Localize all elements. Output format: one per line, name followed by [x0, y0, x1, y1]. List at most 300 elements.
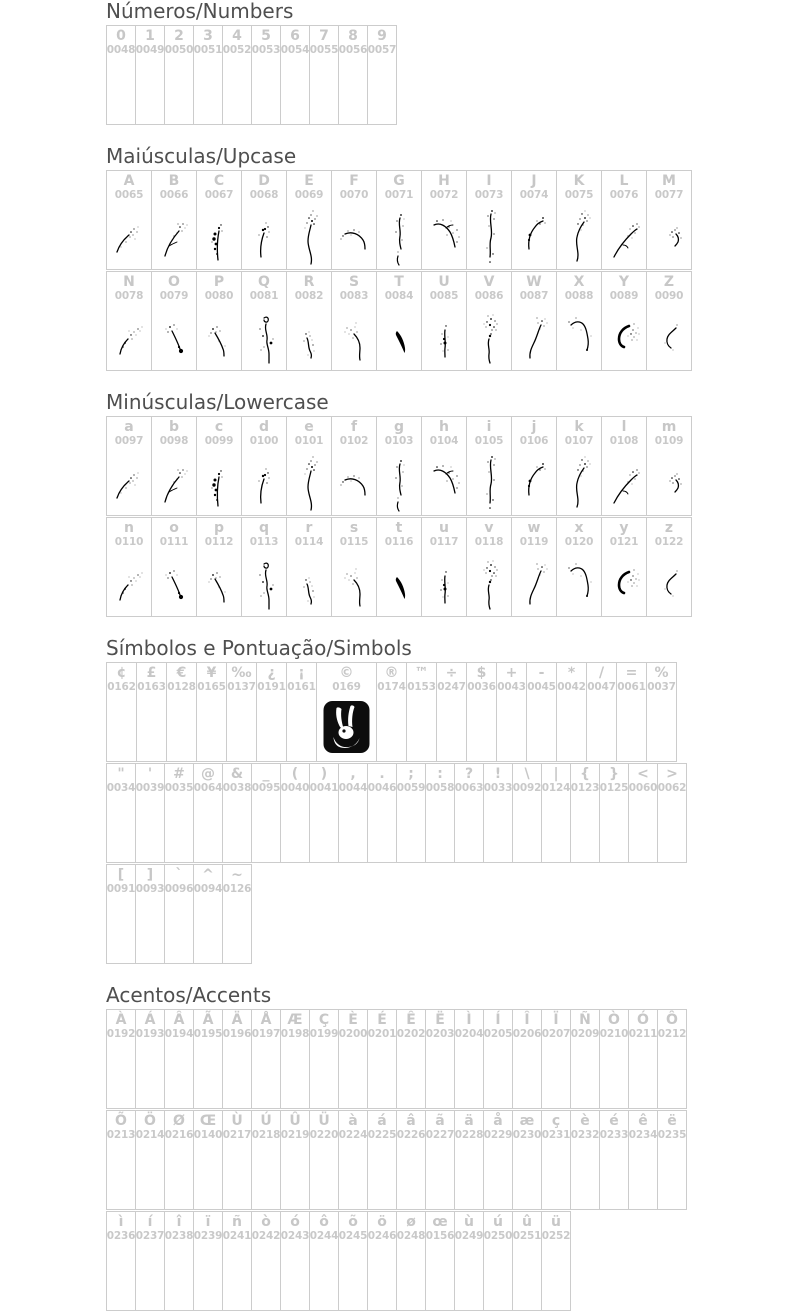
glyph-code-label: 0241: [222, 1230, 252, 1242]
glyph-code-label: 0217: [222, 1129, 252, 1141]
glyph-cell-0075: [556, 170, 602, 270]
glyph-cell-0126: [222, 864, 252, 964]
glyph-char-label: ì: [118, 1214, 124, 1230]
glyph-art: [194, 56, 222, 124]
glyph-art: [513, 1040, 541, 1108]
glyph-art: [629, 794, 657, 862]
glyph-art: [136, 1141, 164, 1209]
glyph-char-label: Â: [173, 1012, 185, 1028]
glyph-code-label: 0218: [251, 1129, 281, 1141]
sprig-glyph-icon: [647, 204, 691, 266]
glyph-char-label: 2: [174, 28, 184, 44]
glyph-code-label: 0244: [309, 1230, 339, 1242]
glyph-code-label: 0237: [135, 1230, 165, 1242]
glyph-code-label: 0205: [483, 1028, 513, 1040]
glyph-code-label: 0193: [135, 1028, 165, 1040]
glyph-code-label: 0204: [454, 1028, 484, 1040]
glyph-char-label: ": [117, 766, 125, 782]
glyph-code-label: 0109: [654, 435, 684, 447]
glyph-art: [339, 56, 367, 124]
glyph-char-label: z: [664, 520, 674, 536]
glyph-char-label: #: [173, 766, 185, 782]
sprig-glyph-icon: [467, 450, 511, 512]
glyph-art: [252, 1040, 280, 1108]
glyph-char-label: Ø: [173, 1113, 185, 1129]
glyph-char-label: í: [147, 1214, 153, 1230]
glyph-art: [527, 693, 556, 761]
glyph-cell-0089: [601, 271, 647, 371]
glyph-code-label: 0111: [159, 536, 189, 548]
glyph-code-label: 0093: [135, 883, 165, 895]
glyph-char-label: `: [175, 867, 183, 883]
glyph-art: [542, 794, 570, 862]
sprig-glyph-icon: [152, 305, 196, 367]
glyph-code-label: 0174: [377, 681, 406, 693]
glyph-char-label: h: [439, 419, 449, 435]
glyph-char-label: (: [291, 766, 299, 782]
glyph-code-label: 0067: [204, 189, 234, 201]
glyph-art: [281, 794, 309, 862]
glyph-cell-0048: [106, 25, 136, 125]
glyph-code-label: 0162: [107, 681, 136, 693]
glyph-code-label: 0128: [167, 681, 196, 693]
glyph-char-label: ¢: [116, 665, 127, 681]
glyph-cell-0105: [466, 416, 512, 516]
glyph-char-label: S: [348, 274, 360, 290]
glyph-cell-0058: [425, 763, 455, 863]
glyph-cell-0122: [646, 517, 692, 617]
glyph-art: [426, 1141, 454, 1209]
glyph-art: [377, 548, 421, 616]
glyph-char-label: ¿: [267, 665, 276, 681]
glyph-art: [557, 548, 601, 616]
glyph-cell-0086: [466, 271, 512, 371]
glyph-art: [397, 1242, 425, 1310]
glyph-cell-0063: [454, 763, 484, 863]
glyph-cell-0250: [483, 1211, 513, 1311]
glyph-code-label: 0229: [483, 1129, 513, 1141]
glyph-cell-0102: [331, 416, 377, 516]
glyph-code-label: 0074: [519, 189, 549, 201]
glyph-art: [407, 693, 436, 761]
glyph-art: [647, 201, 691, 269]
sprig-glyph-icon: [377, 305, 421, 367]
glyph-char-label: Ü: [318, 1113, 330, 1129]
glyph-art: [484, 1242, 512, 1310]
glyph-art: [107, 447, 151, 515]
glyph-art: [647, 693, 676, 761]
glyph-art: [136, 794, 164, 862]
glyph-char-label: r: [305, 520, 313, 536]
glyph-art: [223, 1040, 251, 1108]
glyph-char-label: g: [393, 419, 405, 435]
glyph-code-label: 0163: [137, 681, 166, 693]
glyph-char-label: T: [394, 274, 404, 290]
glyph-art: [252, 56, 280, 124]
glyph-char-label: ù: [464, 1214, 474, 1230]
glyph-code-label: 0125: [599, 782, 629, 794]
glyph-code-label: 0247: [437, 681, 466, 693]
glyph-art: [455, 1242, 483, 1310]
glyph-char-label: ï: [205, 1214, 211, 1230]
glyph-char-label: É: [377, 1012, 387, 1028]
glyph-char-label: b: [168, 419, 180, 435]
glyph-char-label: [: [117, 867, 125, 883]
glyph-code-label: 0056: [338, 44, 368, 56]
glyph-code-label: 0046: [367, 782, 397, 794]
glyph-cell-0117: [421, 517, 467, 617]
glyph-art: [557, 447, 601, 515]
glyph-char-label: ,: [350, 766, 356, 782]
glyph-art: [107, 548, 151, 616]
glyph-art: [602, 201, 646, 269]
glyph-char-label: c: [214, 419, 224, 435]
glyph-char-label: ®: [384, 665, 399, 681]
glyph-cell-0241: [222, 1211, 252, 1311]
glyph-art: [136, 1040, 164, 1108]
glyph-cell-0194: [164, 1009, 194, 1109]
glyph-cell-0111: [151, 517, 197, 617]
glyph-cell-0066: [151, 170, 197, 270]
glyph-char-label: <: [637, 766, 649, 782]
sprig-glyph-icon: [557, 551, 601, 613]
glyph-cell-0042: [556, 662, 587, 762]
glyph-char-label: ^: [202, 867, 214, 883]
glyph-cell-0084: [376, 271, 422, 371]
glyph-cell-0094: [193, 864, 223, 964]
glyph-art: [167, 693, 196, 761]
glyph-cell-0076: [601, 170, 647, 270]
glyph-code-label: 0126: [222, 883, 252, 895]
glyph-cell-0097: [106, 416, 152, 516]
glyph-cell-0204: [454, 1009, 484, 1109]
glyph-cell-0053: [251, 25, 281, 125]
glyph-row: [106, 517, 800, 617]
glyph-art: [281, 1242, 309, 1310]
glyph-art: [658, 794, 686, 862]
glyph-art: [600, 1141, 628, 1209]
glyph-cell-0219: [280, 1110, 310, 1210]
glyph-char-label: \: [524, 766, 530, 782]
glyph-art: [339, 1141, 367, 1209]
glyph-cell-0114: [286, 517, 332, 617]
glyph-art: [165, 1141, 193, 1209]
glyph-code-label: 0153: [407, 681, 436, 693]
glyph-code-label: 0071: [384, 189, 414, 201]
glyph-cell-0165: [196, 662, 227, 762]
glyph-cell-0055: [309, 25, 339, 125]
glyph-code-label: 0211: [628, 1028, 658, 1040]
glyph-cell-0123: [570, 763, 600, 863]
sprig-glyph-icon: [377, 450, 421, 512]
glyph-cell-0225: [367, 1110, 397, 1210]
glyph-cell-0100: [241, 416, 287, 516]
glyph-cell-0246: [367, 1211, 397, 1311]
sprig-glyph-icon: [332, 551, 376, 613]
glyph-code-label: 0082: [294, 290, 324, 302]
glyph-art: [152, 447, 196, 515]
glyph-cell-0200: [338, 1009, 368, 1109]
glyph-cell-0092: [512, 763, 542, 863]
glyph-cell-0104: [421, 416, 467, 516]
sprig-glyph-icon: [242, 305, 286, 367]
glyph-cell-0044: [338, 763, 368, 863]
glyph-code-label: 0105: [474, 435, 504, 447]
glyph-char-label: œ: [432, 1214, 448, 1230]
glyph-art: [647, 548, 691, 616]
glyph-art: [602, 302, 646, 370]
glyph-char-label: Õ: [115, 1113, 127, 1129]
glyph-cell-0098: [151, 416, 197, 516]
glyph-art: [557, 693, 586, 761]
glyph-code-label: 0048: [106, 44, 136, 56]
glyph-code-label: 0100: [249, 435, 279, 447]
glyph-code-label: 0096: [164, 883, 194, 895]
glyph-char-label: s: [349, 520, 359, 536]
glyph-char-label: î: [176, 1214, 182, 1230]
glyph-code-label: 0097: [114, 435, 144, 447]
glyph-row: [106, 864, 800, 964]
glyph-code-label: 0206: [512, 1028, 542, 1040]
glyph-art: [557, 201, 601, 269]
glyph-cell-0107: [556, 416, 602, 516]
glyph-char-label: F: [349, 173, 359, 189]
glyph-art: [339, 1040, 367, 1108]
glyph-art: [107, 693, 136, 761]
glyph-art: [513, 794, 541, 862]
glyph-cell-0234: [628, 1110, 658, 1210]
glyph-art: [107, 56, 135, 124]
glyph-char-label: Ô: [666, 1012, 678, 1028]
glyph-cell-0037: [646, 662, 677, 762]
glyph-char-label: o: [169, 520, 179, 536]
glyph-cell-0093: [135, 864, 165, 964]
glyph-cell-0224: [338, 1110, 368, 1210]
glyph-code-label: 0078: [114, 290, 144, 302]
glyph-cell-0195: [193, 1009, 223, 1109]
glyph-cell-0036: [466, 662, 497, 762]
glyph-code-label: 0107: [564, 435, 594, 447]
glyph-cell-0245: [338, 1211, 368, 1311]
glyph-code-label: 0194: [164, 1028, 194, 1040]
glyph-cell-0039: [135, 763, 165, 863]
glyph-char-label: e: [304, 419, 314, 435]
glyph-cell-0046: [367, 763, 397, 863]
glyph-art: [368, 1141, 396, 1209]
glyph-code-label: 0070: [339, 189, 369, 201]
sprig-glyph-icon: [107, 204, 151, 266]
sprig-glyph-icon: [287, 305, 331, 367]
glyph-cell-0052: [222, 25, 252, 125]
glyph-art: [252, 794, 280, 862]
glyph-art: [467, 548, 511, 616]
section-accents: [106, 984, 800, 1311]
sprig-glyph-icon: [197, 305, 241, 367]
glyph-art: [377, 302, 421, 370]
glyph-cell-0209: [570, 1009, 600, 1109]
glyph-cell-0064: [193, 763, 223, 863]
glyph-char-label: ñ: [232, 1214, 242, 1230]
glyph-code-label: 0232: [570, 1129, 600, 1141]
glyph-char-label: å: [493, 1113, 503, 1129]
glyph-code-label: 0062: [657, 782, 687, 794]
glyph-code-label: 0075: [564, 189, 594, 201]
glyph-cell-0073: [466, 170, 512, 270]
glyph-cell-0235: [657, 1110, 687, 1210]
glyph-art: [484, 794, 512, 862]
glyph-art: [557, 302, 601, 370]
glyph-char-label: ¡: [298, 665, 305, 681]
glyph-char-label: 0: [116, 28, 126, 44]
glyph-char-label: X: [573, 274, 585, 290]
glyph-char-label: Ä: [231, 1012, 243, 1028]
glyph-cell-0045: [526, 662, 557, 762]
glyph-cell-0251: [512, 1211, 542, 1311]
glyph-art: [287, 548, 331, 616]
glyph-art: [467, 693, 496, 761]
glyph-code-label: 0114: [294, 536, 324, 548]
glyph-cell-0242: [251, 1211, 281, 1311]
glyph-code-label: 0052: [222, 44, 252, 56]
glyph-art: [107, 1040, 135, 1108]
glyph-char-label: Ì: [466, 1012, 472, 1028]
glyph-cell-0065: [106, 170, 152, 270]
glyph-char-label: Î: [524, 1012, 530, 1028]
section-title-lowercase: Minúsculas/Lowercase: [106, 390, 329, 414]
glyph-row: [106, 1211, 800, 1311]
glyph-code-label: 0213: [106, 1129, 136, 1141]
glyph-cell-0226: [396, 1110, 426, 1210]
glyph-row: [106, 1110, 800, 1210]
glyph-char-label: =: [625, 665, 638, 681]
glyph-char-label: J: [531, 173, 537, 189]
glyph-char-label: Á: [144, 1012, 156, 1028]
glyph-code-label: 0044: [338, 782, 368, 794]
glyph-code-label: 0055: [309, 44, 339, 56]
glyph-code-label: 0106: [519, 435, 549, 447]
glyph-char-label: W: [526, 274, 542, 290]
glyph-grid-lowercase: [106, 416, 800, 617]
glyph-art: [437, 693, 466, 761]
glyph-code-label: 0057: [367, 44, 397, 56]
glyph-cell-0212: [657, 1009, 687, 1109]
section-symbols: [106, 637, 800, 964]
glyph-cell-0079: [151, 271, 197, 371]
glyph-cell-0082: [286, 271, 332, 371]
glyph-code-label: 0034: [106, 782, 136, 794]
glyph-char-label: ä: [464, 1113, 474, 1129]
glyph-art: [339, 794, 367, 862]
glyph-art: [617, 693, 646, 761]
glyph-char-label: 7: [319, 28, 329, 44]
glyph-art: [377, 201, 421, 269]
glyph-art: [571, 1040, 599, 1108]
glyph-char-label: |: [553, 766, 559, 782]
glyph-char-label: I: [486, 173, 492, 189]
glyph-cell-0061: [616, 662, 647, 762]
glyph-art: [227, 693, 256, 761]
glyph-cell-0128: [166, 662, 197, 762]
glyph-cell-0069: [286, 170, 332, 270]
glyph-art: [165, 895, 193, 963]
glyph-cell-0115: [331, 517, 377, 617]
glyph-art: [197, 302, 241, 370]
glyph-cell-0233: [599, 1110, 629, 1210]
glyph-cell-0153: [406, 662, 437, 762]
glyph-art: [136, 1242, 164, 1310]
glyph-cell-0229: [483, 1110, 513, 1210]
glyph-char-label: ã: [435, 1113, 445, 1129]
glyph-char-label: ?: [464, 766, 474, 782]
glyph-art: [467, 201, 511, 269]
glyph-char-label: 8: [348, 28, 358, 44]
glyph-art: [107, 794, 135, 862]
glyph-code-label: 0089: [609, 290, 639, 302]
glyph-code-label: 0102: [339, 435, 369, 447]
section-lowercase: [106, 391, 800, 617]
glyph-art: [571, 794, 599, 862]
sprig-glyph-icon: [512, 305, 556, 367]
glyph-char-label: u: [439, 520, 449, 536]
glyph-art: [223, 1141, 251, 1209]
glyph-char-label: ë: [667, 1113, 677, 1129]
sprig-glyph-icon: [152, 204, 196, 266]
glyph-cell-0077: [646, 170, 692, 270]
glyph-char-label: Q: [258, 274, 270, 290]
glyph-code-label: 0077: [654, 189, 684, 201]
glyph-art: [455, 1040, 483, 1108]
glyph-char-label: k: [574, 419, 584, 435]
glyph-cell-0110: [106, 517, 152, 617]
glyph-cell-0238: [164, 1211, 194, 1311]
glyph-cell-0125: [599, 763, 629, 863]
glyph-code-label: 0233: [599, 1129, 629, 1141]
glyph-art: [197, 447, 241, 515]
glyph-code-label: 0197: [251, 1028, 281, 1040]
glyph-code-label: 0122: [654, 536, 684, 548]
glyph-art: [426, 1040, 454, 1108]
glyph-char-label: é: [609, 1113, 619, 1129]
glyph-grid-accents: [106, 1009, 800, 1311]
glyph-art: [339, 1242, 367, 1310]
glyph-cell-0103: [376, 416, 422, 516]
glyph-char-label: ô: [319, 1214, 329, 1230]
glyph-code-label: 0069: [294, 189, 324, 201]
glyph-code-label: 0088: [564, 290, 594, 302]
glyph-char-label: *: [567, 665, 576, 681]
glyph-code-label: 0246: [367, 1230, 397, 1242]
glyph-cell-0113: [241, 517, 287, 617]
glyph-code-label: 0118: [474, 536, 504, 548]
glyph-char-label: @: [201, 766, 215, 782]
glyph-code-label: 0068: [249, 189, 279, 201]
sprig-glyph-icon: [242, 551, 286, 613]
glyph-cell-0174: [376, 662, 407, 762]
section-title-uppercase: Maiúsculas/Upcase: [106, 144, 297, 168]
glyph-art: [497, 693, 526, 761]
glyph-char-label: Ï: [553, 1012, 559, 1028]
glyph-cell-0067: [196, 170, 242, 270]
glyph-code-label: 0116: [384, 536, 414, 548]
glyph-code-label: 0042: [557, 681, 586, 693]
glyph-char-label: j: [531, 419, 537, 435]
glyph-char-label: û: [522, 1214, 532, 1230]
glyph-art: [242, 548, 286, 616]
sprig-glyph-icon: [197, 551, 241, 613]
sprig-glyph-icon: [557, 204, 601, 266]
glyph-code-label: 0101: [294, 435, 324, 447]
glyph-code-label: 0094: [193, 883, 223, 895]
